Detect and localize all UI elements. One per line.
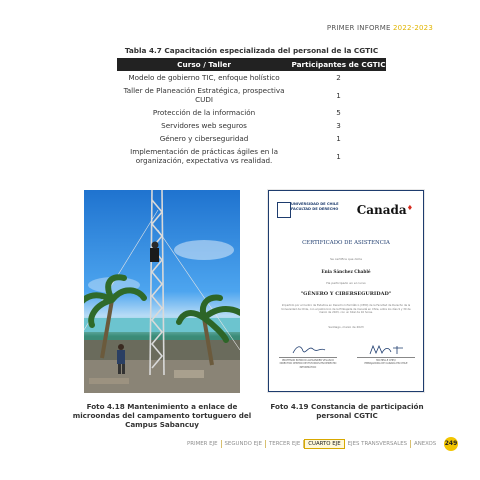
nav-item-cuarto-eje[interactable]: CUARTO EJE <box>304 439 344 449</box>
report-years: 2022-2023 <box>393 24 433 32</box>
table-row <box>117 119 386 132</box>
training-table <box>117 58 386 167</box>
participants-cell: 3 <box>336 121 341 130</box>
table-row <box>117 84 386 106</box>
cert-course: "GÉNERO Y CIBERSEGURIDAD" <box>300 291 392 297</box>
column-header-participants: Participantes de CGTIC <box>291 60 386 69</box>
table-row <box>117 132 386 145</box>
participants-cell: 2 <box>336 73 341 82</box>
participants-cell: 1 <box>336 134 341 143</box>
table-header-row <box>117 58 386 71</box>
signer2-role: EMBAJADORA DE CANADÁ EN CHILE <box>364 362 408 366</box>
maple-leaf-icon: ♦ <box>406 203 413 212</box>
training-table-section <box>117 46 386 167</box>
photo-caption: Foto 4.18 Mantenimiento a enlace de microondas del campamento tortuguero del Campus Sabancuy <box>72 402 252 429</box>
course-cell: Género y ciberseguridad <box>159 134 249 143</box>
signer2-name: MICHELLE CHEU <box>376 359 396 362</box>
column-header-course: Curso / Taller <box>117 58 291 71</box>
report-title: PRIMER INFORME <box>326 24 391 32</box>
table-row <box>117 145 386 167</box>
table-row <box>117 106 386 119</box>
section-nav <box>184 439 439 449</box>
cert-certify-line: Se certifica que doña <box>330 257 362 261</box>
cert-title: CERTIFICADO DE ASISTENCIA <box>302 240 390 246</box>
nav-item-ejes-transversales[interactable]: EJES TRANSVERSALES <box>345 440 411 448</box>
page-header <box>327 24 433 32</box>
participants-cell: 1 <box>336 151 341 161</box>
canada-wordmark: Canada♦ <box>356 203 413 217</box>
participants-cell: 5 <box>336 108 341 117</box>
signature-2 <box>367 343 407 357</box>
cert-body: Impartido por el Centro de Estudios en Derecho Informático (CEDI) de la Facultad de Derecho de la Universidad de Chile, con el patrocinio de la Embajada de Canadá en Chile, entre los días 9 y 30 de marzo de 2023, con un total de 16 horas. <box>281 304 411 315</box>
course-cell: Taller de Planeación Estratégica, prospectiva CUDI <box>123 86 285 104</box>
course-cell: Implementación de prácticas ágiles en la organización, expectativa vs realidad. <box>130 147 279 165</box>
signer1-role: DIRECTOR CENTRO DE ESTUDIOS EN DERECHO INFORMÁTICO <box>279 362 337 369</box>
nav-item-anexos[interactable]: ANEXOS <box>414 441 437 447</box>
table-row <box>117 71 386 84</box>
cert-university: UNIVERSIDAD DE CHILE <box>291 202 339 206</box>
signer1-name: PROFESOR PATRICIO ALEXANDER VELASCO <box>282 359 334 362</box>
nav-item-primer-eje[interactable]: PRIMER EJE <box>184 440 222 448</box>
course-cell: Modelo de gobierno TIC, enfoque holístico <box>128 73 280 82</box>
nav-item-segundo-eje[interactable]: SEGUNDO EJE <box>222 440 267 448</box>
nav-item-tercer-eje[interactable]: TERCER EJE <box>266 440 304 448</box>
photo-microwave-tower <box>84 190 240 393</box>
certificate-caption: Foto 4.19 Constancia de participación personal CGTIC <box>270 402 424 420</box>
page-number-badge: 249 <box>444 437 458 451</box>
cert-faculty: FACULTAD DE DERECHO <box>291 207 339 211</box>
university-seal-icon <box>277 202 291 218</box>
participants-cell: 1 <box>336 90 341 100</box>
tower-beach-illustration <box>84 190 240 393</box>
signature-1 <box>289 343 329 357</box>
course-cell: Protección de la información <box>152 108 256 117</box>
cert-date: Santiago, marzo de 2023 <box>328 325 364 329</box>
cert-participation-line: Ha participado en el curso <box>326 281 366 285</box>
cert-recipient: Enia Sánchez Chablé <box>321 269 371 274</box>
table-title: Tabla 4.7 Capacitación especializada del personal de la CGTIC <box>124 46 379 55</box>
course-cell: Servidores web seguros <box>161 121 247 130</box>
certificate-image <box>268 190 424 392</box>
